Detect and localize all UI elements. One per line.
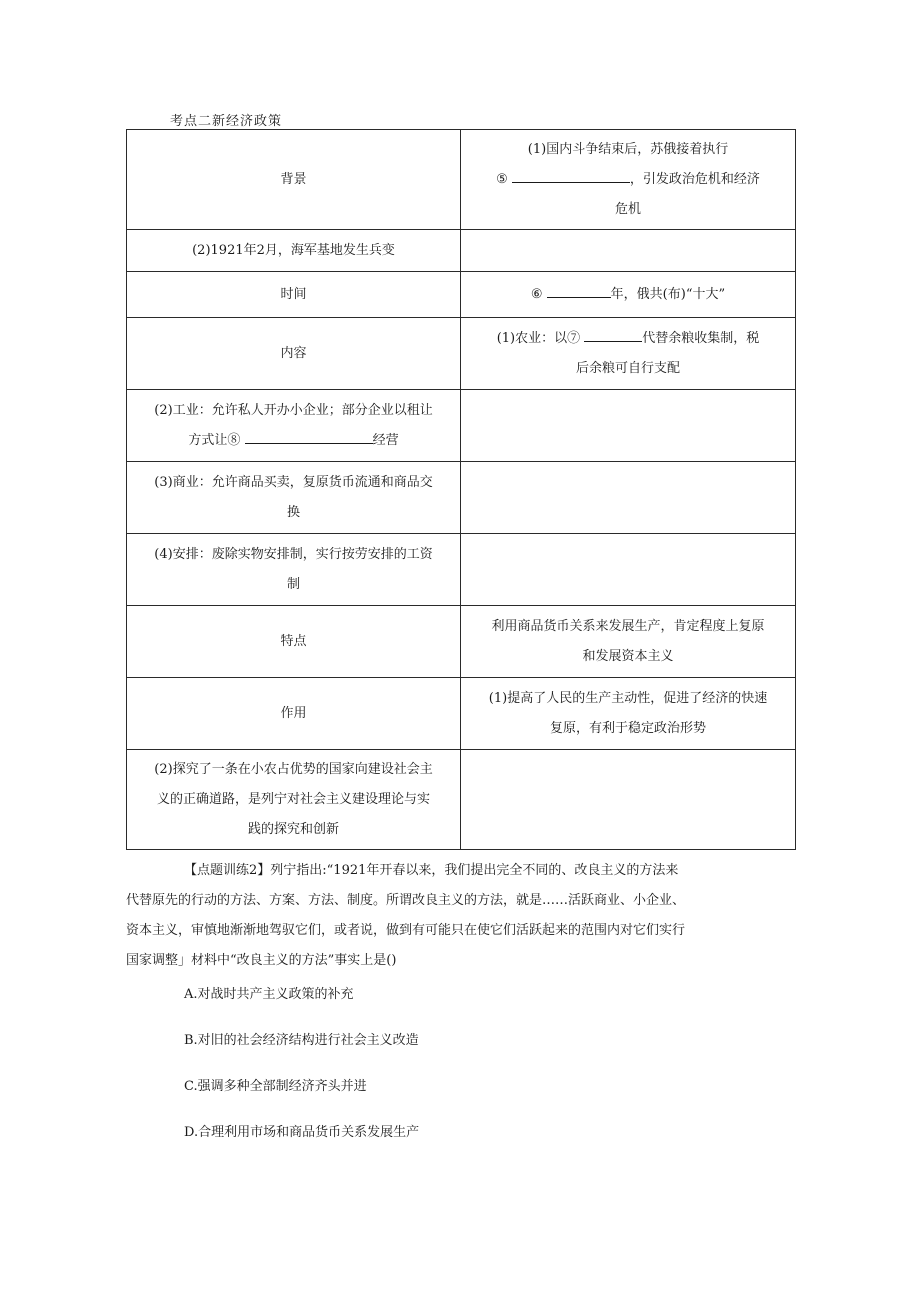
table-row — [127, 750, 796, 850]
role-content-1 — [461, 678, 796, 750]
empty-cell — [461, 750, 796, 850]
empty-cell — [461, 390, 796, 462]
option-c[interactable]: C.强调多种全部制经济齐头并进 — [184, 1079, 367, 1094]
industry-prefix: 方式让⑧ — [188, 432, 245, 448]
industry-suffix: 经营 — [372, 432, 399, 448]
blank-number-5: ⑤ — [496, 171, 512, 187]
role-line-1: (1)提高了人民的生产主动性，促进了经济的快速 — [488, 690, 768, 706]
table-row — [127, 130, 796, 230]
policy-table — [126, 129, 796, 850]
option-a[interactable]: A.对战时共产主义政策的补充 — [184, 987, 354, 1002]
table-row — [127, 606, 796, 678]
background-line-2-suffix: ，引发政治危机和经济 — [629, 171, 760, 187]
time-suffix: 年，俄共(布)“十大” — [610, 286, 726, 302]
section-heading: 考点二新经济政策 — [170, 114, 283, 129]
empty-cell — [461, 230, 796, 272]
feature-line-2: 和发展资本主义 — [582, 648, 674, 664]
background-line-2 — [467, 165, 789, 195]
commerce-line-2: 换 — [286, 504, 300, 520]
blank-5 — [512, 168, 630, 183]
background-content — [461, 130, 796, 230]
table-row — [127, 390, 796, 462]
training-line-2: 代替原先的行动的方法、方案、方法、制度。所谓改良主义的方法，就是……活跃商业、小企业、 — [126, 893, 686, 908]
role-label: 作用 — [127, 678, 461, 750]
role-line-2: 复原，有利于稳定政治形势 — [549, 720, 706, 736]
training-line-1: 【点题训练2】列宁指出:“1921年开春以来，我们提出完全不同的、改良主义的方法来 — [184, 863, 679, 878]
table-row — [127, 462, 796, 534]
feature-line-1: 利用商品货币关系来发展生产，肯定程度上复原 — [491, 618, 765, 634]
commerce-line-1: (3)商业：允许商品买卖，复原货币流通和商品交 — [154, 474, 433, 490]
agriculture-line-1 — [467, 324, 789, 354]
industry-content — [127, 390, 461, 462]
blank-8 — [245, 429, 373, 444]
training-line-4: 国家调整」材料中“改良主义的方法”事实上是() — [126, 953, 397, 968]
blank-7 — [584, 327, 642, 342]
arrangement-line-2: 制 — [286, 576, 300, 592]
background-line-1: (1)国内斗争结束后，苏俄接着执行 — [527, 141, 729, 157]
table-row — [127, 678, 796, 750]
content-label: 内容 — [127, 318, 461, 390]
blank-6 — [547, 283, 611, 298]
feature-content — [461, 606, 796, 678]
training-question — [126, 856, 806, 976]
training-line-3: 资本主义，审慎地渐渐地驾驭它们，或者说，做到有可能只在使它们活跃起来的范围内对它们实行 — [126, 923, 686, 938]
empty-cell — [461, 534, 796, 606]
time-label: 时间 — [127, 272, 461, 318]
industry-line-1: (2)工业：允许私人开办小企业；部分企业以租让 — [154, 402, 433, 418]
background-line-3: 危机 — [614, 201, 641, 217]
industry-line-2 — [133, 426, 454, 456]
agriculture-line-2: 后余粮可自行支配 — [575, 360, 680, 376]
option-b[interactable]: B.对旧的社会经济结构进行社会主义改造 — [184, 1033, 419, 1048]
commerce-content — [127, 462, 461, 534]
background-item-2: (2)1921年2月，海军基地发生兵变 — [127, 230, 461, 272]
background-label: 背景 — [127, 130, 461, 230]
role-content-2 — [127, 750, 461, 850]
option-d[interactable]: D.合理利用市场和商品货币关系发展生产 — [184, 1125, 420, 1140]
answer-options — [184, 980, 419, 1164]
blank-number-6: ⑥ — [530, 286, 547, 302]
arrangement-line-1: (4)安排：废除实物安排制，实行按劳安排的工资 — [154, 546, 433, 562]
feature-label: 特点 — [127, 606, 461, 678]
agriculture-prefix: (1)农业：以⑦ — [496, 330, 585, 346]
table-row — [127, 272, 796, 318]
agriculture-suffix: 代替余粮收集制，税 — [642, 330, 760, 346]
table-row — [127, 534, 796, 606]
role2-line-1: (2)探究了一条在小农占优势的国家向建设社会主 — [154, 761, 433, 777]
role2-line-2: 义的正确道路，是列宁对社会主义建设理论与实 — [156, 791, 430, 807]
arrangement-content — [127, 534, 461, 606]
time-content — [461, 272, 796, 318]
table-row — [127, 230, 796, 272]
table-row — [127, 318, 796, 390]
empty-cell — [461, 462, 796, 534]
agriculture-content — [461, 318, 796, 390]
role2-line-3: 践的探究和创新 — [247, 821, 339, 837]
